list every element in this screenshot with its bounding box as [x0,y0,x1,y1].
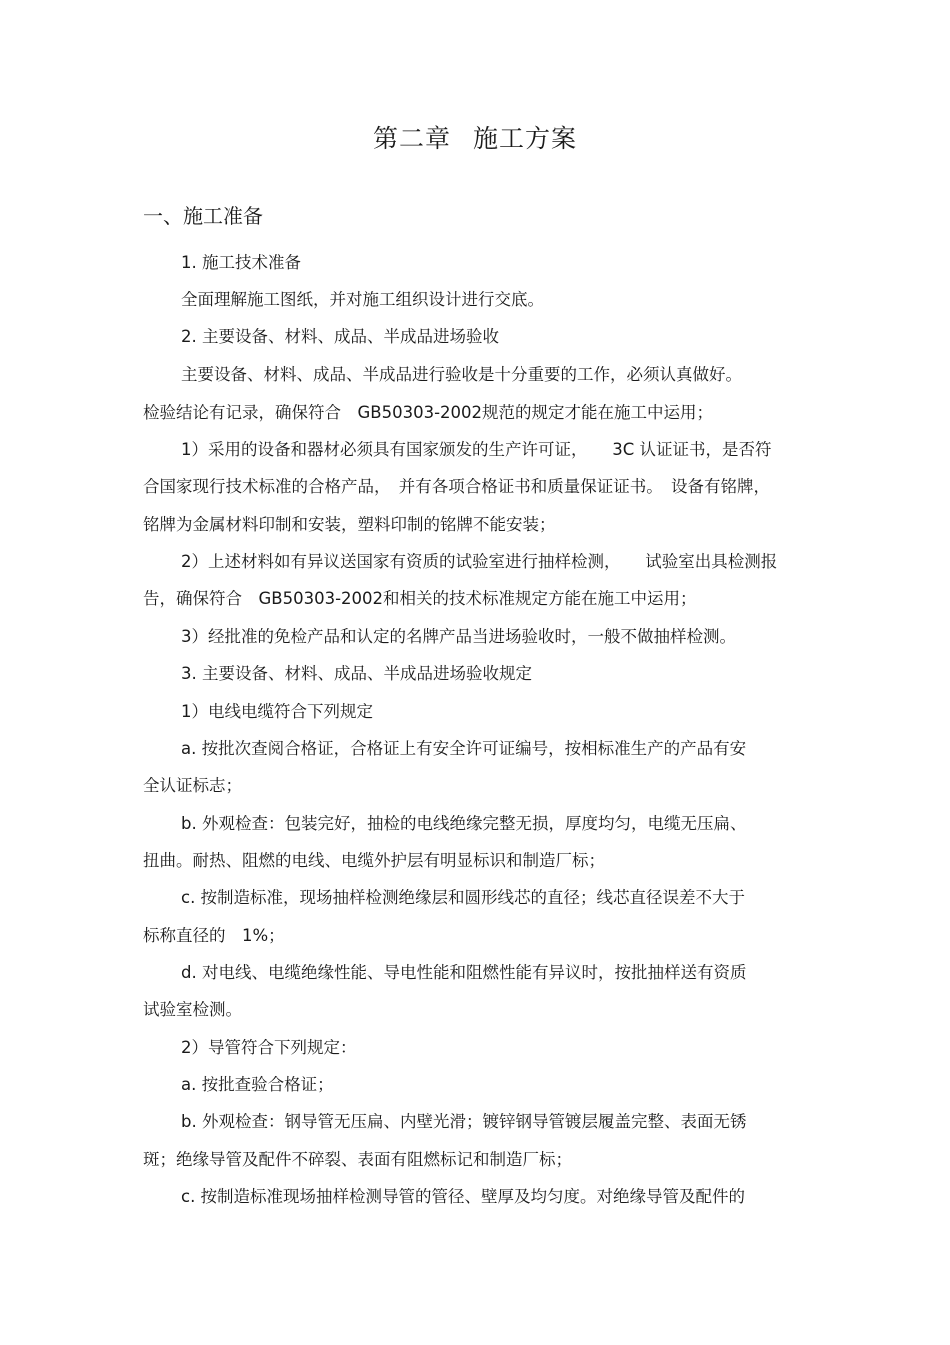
subsection-heading: 1. 施工技术准备 [181,253,301,272]
chapter-number: 第二章 [372,124,451,153]
chapter-title [0,121,950,157]
chapter-name: 施工方案 [473,124,578,153]
paragraph-line: 1）采用的设备和器材必须具有国家颁发的生产许可证， 3C 认证证书，是否符 [181,440,772,459]
paragraph-line: 合国家现行技术标准的合格产品， 并有各项合格证书和质量保证证书。 设备有铭牌， [143,477,770,496]
list-item-cont: 试验室检测。 [143,1000,242,1019]
list-item: d. 对电线、电缆绝缘性能、导电性能和阻燃性能有异议时，按批抽样送有资质 [181,963,747,982]
list-heading: 1）电线电缆符合下列规定 [181,702,373,721]
list-item: c. 按制造标准，现场抽样检测绝缘层和圆形线芯的直径；线芯直径误差不大于 [181,888,746,907]
subsection-heading: 2. 主要设备、材料、成品、半成品进场验收 [181,327,499,346]
section-heading: 一、施工准备 [143,204,263,228]
list-item-cont: 斑；绝缘导管及配件不碎裂、表面有阻燃标记和制造厂标； [143,1150,572,1169]
paragraph-line: 全面理解施工图纸，并对施工组织设计进行交底。 [181,290,544,309]
list-heading: 2）导管符合下列规定： [181,1038,357,1057]
paragraph-line: 2）上述材料如有异议送国家有资质的试验室进行抽样检测， 试验室出具检测报 [181,552,778,571]
paragraph-line: 3）经批准的免检产品和认定的名牌产品当进场验收时，一般不做抽样检测。 [181,627,736,646]
list-item: b. 外观检查：钢导管无压扁、内壁光滑；镀锌钢导管镀层履盖完整、表面无锈 [181,1112,747,1131]
paragraph-line: 检验结论有记录，确保符合 GB50303-2002规范的规定才能在施工中运用； [143,403,714,422]
list-item: b. 外观检查：包装完好，抽检的电线绝缘完整无损，厚度均匀，电缆无压扁、 [181,814,747,833]
list-item-cont: 全认证标志； [143,776,242,795]
list-item-cont: 标称直径的 1%； [143,926,285,945]
list-item: c. 按制造标准现场抽样检测导管的管径、壁厚及均匀度。对绝缘导管及配件的 [181,1187,746,1206]
subsection-heading: 3. 主要设备、材料、成品、半成品进场验收规定 [181,664,532,683]
list-item: a. 按批次查阅合格证，合格证上有安全许可证编号，按相标准生产的产品有安 [181,739,747,758]
paragraph-line: 告，确保符合 GB50303-2002和相关的技术标准规定方能在施工中运用； [143,589,697,608]
list-item: a. 按批查验合格证； [181,1075,334,1094]
list-item-cont: 扭曲。耐热、阻燃的电线、电缆外护层有明显标识和制造厂标； [143,851,605,870]
paragraph-line: 铭牌为金属材料印制和安装，塑料印制的铭牌不能安装； [143,515,556,534]
paragraph-line: 主要设备、材料、成品、半成品进行验收是十分重要的工作，必须认真做好。 [181,365,742,384]
